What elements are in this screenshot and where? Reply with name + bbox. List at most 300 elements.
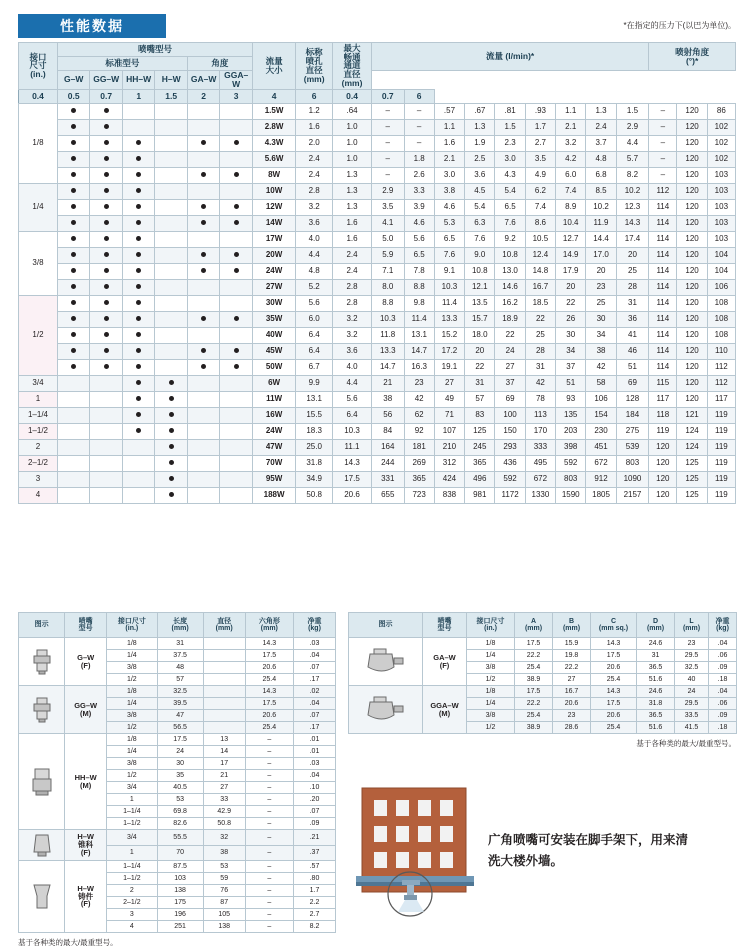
model-availability-dot xyxy=(57,359,89,375)
length-cell: 17.5 xyxy=(157,734,203,746)
flow-value-cell: 7.8 xyxy=(404,263,434,279)
performance-table-body xyxy=(19,103,736,503)
dim-d-cell: 31 xyxy=(637,650,675,662)
hex-cell: – xyxy=(245,782,293,794)
flow-size-cell: 45W xyxy=(252,343,295,359)
spray-angle-cell: 120 xyxy=(677,343,707,359)
flow-value-cell: 7.1 xyxy=(372,263,404,279)
dot-icon xyxy=(104,268,109,273)
flow-value-cell: – xyxy=(372,167,404,183)
hex-cell: – xyxy=(245,830,293,846)
dim-a-cell: 25.4 xyxy=(515,662,553,674)
orifice-cell: 3.6 xyxy=(296,215,333,231)
dot-icon xyxy=(234,172,239,177)
port-size-cell: 3/8 xyxy=(467,662,515,674)
flow-value-cell: 69 xyxy=(495,391,525,407)
weight-cell: .04 xyxy=(293,698,335,710)
dot-icon xyxy=(201,204,206,209)
flow-value-cell: – xyxy=(372,151,404,167)
spray-angle-cell: 86 xyxy=(707,103,735,119)
left-dimension-body xyxy=(19,638,336,933)
spray-angle-cell: 119 xyxy=(707,439,735,455)
port-size-cell: 4 xyxy=(19,487,58,503)
col-model-hw: H–W xyxy=(155,71,187,90)
col-nominal-orifice: 标称 喷孔 直径 (mm) xyxy=(296,43,333,90)
weight-cell: .02 xyxy=(293,686,335,698)
flow-value-cell: 5.4 xyxy=(465,199,495,215)
port-size-cell: 3/4 xyxy=(107,830,157,846)
dot-icon xyxy=(169,492,174,497)
weight-cell: .18 xyxy=(709,722,737,734)
diameter-cell: 14 xyxy=(203,746,245,758)
dot-icon xyxy=(136,412,141,417)
flow-size-cell: 35W xyxy=(252,311,295,327)
flow-value-cell: 1.7 xyxy=(525,119,555,135)
flow-value-cell: 5.4 xyxy=(495,183,525,199)
flow-value-cell: 5.3 xyxy=(434,215,464,231)
weight-cell: .57 xyxy=(293,861,335,873)
model-availability-dot xyxy=(122,439,154,455)
flow-value-cell: 135 xyxy=(556,407,586,423)
flow-value-cell: 30 xyxy=(586,311,616,327)
col-pressure-1-5: 1.5 xyxy=(155,89,187,103)
col-angle-model: 角度 xyxy=(187,57,252,71)
right-dimension-body xyxy=(349,638,737,734)
lt-col-length: 长度 (mm) xyxy=(157,613,203,638)
orifice-cell: 6.4 xyxy=(296,327,333,343)
diameter-cell: 105 xyxy=(203,909,245,921)
weight-cell: .09 xyxy=(293,818,335,830)
flow-value-cell: 154 xyxy=(586,407,616,423)
dot-icon xyxy=(104,236,109,241)
flow-value-cell: 34 xyxy=(556,343,586,359)
table-row xyxy=(19,263,736,279)
flow-value-cell: 424 xyxy=(434,471,464,487)
port-size-cell: 1/2 xyxy=(19,295,58,375)
dim-a-cell: 17.5 xyxy=(515,638,553,650)
model-availability-dot xyxy=(155,359,187,375)
flow-value-cell: 22 xyxy=(465,359,495,375)
port-size-cell: 3/8 xyxy=(107,710,157,722)
flow-value-cell: 14.9 xyxy=(556,247,586,263)
diameter-cell xyxy=(203,650,245,662)
dim-c-cell: 25.4 xyxy=(591,722,637,734)
dim-c-cell: 25.4 xyxy=(591,674,637,686)
diameter-cell: 87 xyxy=(203,897,245,909)
flow-size-cell: 10W xyxy=(252,183,295,199)
col-pressure-3: 3 xyxy=(220,89,253,103)
dot-icon xyxy=(234,252,239,257)
length-cell: 48 xyxy=(157,662,203,674)
port-size-cell: 1/8 xyxy=(467,686,515,698)
dot-icon xyxy=(136,300,141,305)
weight-cell: .07 xyxy=(293,662,335,674)
diameter-cell: 38 xyxy=(203,845,245,861)
model-availability-dot xyxy=(57,311,89,327)
model-availability-dot xyxy=(90,487,122,503)
flow-value-cell: 1805 xyxy=(586,487,616,503)
port-size-cell: 3/8 xyxy=(467,710,515,722)
spray-angle-cell: 114 xyxy=(649,215,677,231)
flow-value-cell: 4.6 xyxy=(404,215,434,231)
dot-icon xyxy=(169,428,174,433)
flow-size-cell: 14W xyxy=(252,215,295,231)
dot-icon xyxy=(71,124,76,129)
model-availability-dot xyxy=(220,455,253,471)
table-row xyxy=(19,215,736,231)
nozzle-model-cell: GA–W (F) xyxy=(423,638,467,686)
model-availability-dot xyxy=(155,183,187,199)
flow-value-cell: 672 xyxy=(525,471,555,487)
model-availability-dot xyxy=(187,247,219,263)
flow-value-cell: 3.2 xyxy=(556,135,586,151)
hex-cell: 14.3 xyxy=(245,686,293,698)
rt-col-b: B (mm) xyxy=(553,613,591,638)
flow-value-cell: 10.8 xyxy=(465,263,495,279)
flow-value-cell: 451 xyxy=(586,439,616,455)
dot-icon xyxy=(136,236,141,241)
passage-cell: 4.4 xyxy=(333,375,372,391)
diameter-cell: 21 xyxy=(203,770,245,782)
flow-size-cell: 8W xyxy=(252,167,295,183)
lt-col-diameter: 直径 (mm) xyxy=(203,613,245,638)
model-availability-dot xyxy=(187,327,219,343)
spray-angle-cell: 110 xyxy=(707,343,735,359)
model-availability-dot xyxy=(57,423,89,439)
model-availability-dot xyxy=(57,119,89,135)
flow-value-cell: 1.1 xyxy=(434,119,464,135)
weight-cell: 2.2 xyxy=(293,897,335,909)
flow-value-cell: .67 xyxy=(465,103,495,119)
hex-cell: – xyxy=(245,806,293,818)
hex-cell: – xyxy=(245,818,293,830)
dot-icon xyxy=(201,348,206,353)
flow-value-cell: 31 xyxy=(616,295,649,311)
dim-d-cell: 24.6 xyxy=(637,638,675,650)
model-availability-dot xyxy=(220,471,253,487)
dot-icon xyxy=(104,364,109,369)
flow-value-cell: .81 xyxy=(495,103,525,119)
rt-col-d: D (mm) xyxy=(637,613,675,638)
dot-icon xyxy=(71,204,76,209)
spray-angle-cell: 102 xyxy=(707,119,735,135)
spray-angle-cell: – xyxy=(649,151,677,167)
port-size-cell: 2–1/2 xyxy=(19,455,58,471)
spray-angle-cell: 119 xyxy=(707,471,735,487)
orifice-cell: 1.2 xyxy=(296,103,333,119)
flow-value-cell: 6.0 xyxy=(556,167,586,183)
flow-value-cell: – xyxy=(404,135,434,151)
flow-value-cell: 3.5 xyxy=(372,199,404,215)
nozzle-gg-icon xyxy=(19,686,65,734)
dot-icon xyxy=(104,284,109,289)
port-size-cell: 2 xyxy=(107,885,157,897)
model-availability-dot xyxy=(187,295,219,311)
flow-size-cell: 4.3W xyxy=(252,135,295,151)
model-availability-dot xyxy=(220,423,253,439)
port-size-cell: 1/4 xyxy=(467,650,515,662)
model-availability-dot xyxy=(155,487,187,503)
flow-value-cell: 3.0 xyxy=(495,151,525,167)
spray-angle-cell: 114 xyxy=(649,359,677,375)
flow-value-cell: 3.3 xyxy=(404,183,434,199)
flow-value-cell: 164 xyxy=(372,439,404,455)
lt-col-weight: 净重 (kg) xyxy=(293,613,335,638)
hex-cell: – xyxy=(245,861,293,873)
model-availability-dot xyxy=(220,359,253,375)
flow-value-cell: 7.4 xyxy=(556,183,586,199)
dot-icon xyxy=(71,172,76,177)
flow-value-cell: 20 xyxy=(556,279,586,295)
weight-cell: .01 xyxy=(293,734,335,746)
orifice-cell: 25.0 xyxy=(296,439,333,455)
spray-angle-cell: 120 xyxy=(677,231,707,247)
dot-icon xyxy=(234,220,239,225)
port-size-cell: 1/8 xyxy=(107,734,157,746)
hex-cell: 25.4 xyxy=(245,674,293,686)
dim-l-cell: 40 xyxy=(675,674,709,686)
col-angle-pressure-0-4: 0.4 xyxy=(333,89,372,103)
flow-value-cell: .93 xyxy=(525,103,555,119)
dot-icon xyxy=(169,380,174,385)
rt-col-icon: 图示 xyxy=(349,613,423,638)
flow-size-cell: 1.5W xyxy=(252,103,295,119)
flow-value-cell: 7.6 xyxy=(495,215,525,231)
spray-angle-cell: 108 xyxy=(707,295,735,311)
spray-angle-cell: 102 xyxy=(707,151,735,167)
length-cell: 53 xyxy=(157,794,203,806)
table-row xyxy=(19,391,736,407)
dot-icon xyxy=(71,156,76,161)
orifice-cell: 4.8 xyxy=(296,263,333,279)
weight-cell: .17 xyxy=(293,674,335,686)
flow-value-cell: 6.5 xyxy=(404,247,434,263)
dot-icon xyxy=(104,124,109,129)
flow-value-cell: 18.0 xyxy=(465,327,495,343)
passage-cell: 17.5 xyxy=(333,471,372,487)
flow-value-cell: 210 xyxy=(434,439,464,455)
spray-angle-cell: 114 xyxy=(649,295,677,311)
flow-value-cell: 6.8 xyxy=(586,167,616,183)
flow-value-cell: 592 xyxy=(495,471,525,487)
model-availability-dot xyxy=(57,199,89,215)
spray-angle-cell: 120 xyxy=(677,263,707,279)
model-availability-dot xyxy=(220,487,253,503)
orifice-cell: 4.0 xyxy=(296,231,333,247)
weight-cell: .04 xyxy=(293,650,335,662)
passage-cell: 1.3 xyxy=(333,183,372,199)
orifice-cell: 1.6 xyxy=(296,119,333,135)
dot-icon xyxy=(234,140,239,145)
flow-value-cell: 6.5 xyxy=(434,231,464,247)
model-availability-dot xyxy=(220,119,253,135)
flow-size-cell: 17W xyxy=(252,231,295,247)
flow-value-cell: 34 xyxy=(586,327,616,343)
model-availability-dot xyxy=(122,311,154,327)
dot-icon xyxy=(136,428,141,433)
model-availability-dot xyxy=(122,423,154,439)
col-model-ggaw: GGA–W xyxy=(220,71,253,90)
model-availability-dot xyxy=(187,311,219,327)
spray-angle-cell: 112 xyxy=(707,375,735,391)
port-size-cell: 1–1/2 xyxy=(107,818,157,830)
diameter-cell: 17 xyxy=(203,758,245,770)
model-availability-dot xyxy=(90,407,122,423)
diameter-cell: 42.9 xyxy=(203,806,245,818)
col-angle-pressure-0-7: 0.7 xyxy=(372,89,404,103)
nozzle-hh-icon xyxy=(19,734,65,830)
flow-value-cell: 981 xyxy=(465,487,495,503)
flow-value-cell: 51 xyxy=(616,359,649,375)
dot-icon xyxy=(169,396,174,401)
flow-value-cell: 1.8 xyxy=(404,151,434,167)
model-availability-dot xyxy=(155,391,187,407)
table-row xyxy=(19,439,736,455)
diameter-cell: 32 xyxy=(203,830,245,846)
spray-angle-cell: 120 xyxy=(649,487,677,503)
orifice-cell: 6.0 xyxy=(296,311,333,327)
length-cell: 30 xyxy=(157,758,203,770)
model-availability-dot xyxy=(57,295,89,311)
application-caption: 广角喷嘴可安装在脚手架下，用来清 洗大楼外墙。 xyxy=(488,833,689,869)
model-availability-dot xyxy=(187,391,219,407)
spray-angle-cell: 124 xyxy=(677,423,707,439)
model-availability-dot xyxy=(187,199,219,215)
dot-icon xyxy=(136,172,141,177)
flow-value-cell: 4.3 xyxy=(495,167,525,183)
model-availability-dot xyxy=(155,119,187,135)
flow-value-cell: 13.5 xyxy=(465,295,495,311)
spray-angle-cell: 120 xyxy=(677,135,707,151)
model-availability-dot xyxy=(220,183,253,199)
passage-cell: 2.4 xyxy=(333,247,372,263)
spray-angle-cell: 120 xyxy=(649,471,677,487)
page-title: 性能数据 xyxy=(60,18,124,34)
model-availability-dot xyxy=(57,375,89,391)
flow-value-cell: 4.5 xyxy=(465,183,495,199)
flow-value-cell: 170 xyxy=(525,423,555,439)
model-availability-dot xyxy=(155,407,187,423)
dot-icon xyxy=(104,156,109,161)
port-size-cell: 1/2 xyxy=(467,722,515,734)
model-availability-dot xyxy=(220,391,253,407)
spray-angle-cell: 120 xyxy=(677,199,707,215)
weight-cell: .37 xyxy=(293,845,335,861)
flow-value-cell: 1.3 xyxy=(586,103,616,119)
model-availability-dot xyxy=(90,263,122,279)
port-size-cell: 1–1/2 xyxy=(19,423,58,439)
right-footnote: 基于各种类的最大/最重型号。 xyxy=(636,739,736,748)
dot-icon xyxy=(71,316,76,321)
diameter-cell xyxy=(203,698,245,710)
flow-value-cell: 26 xyxy=(556,311,586,327)
model-availability-dot xyxy=(155,263,187,279)
port-size-cell: 4 xyxy=(107,921,157,933)
model-availability-dot xyxy=(187,231,219,247)
model-availability-dot xyxy=(90,327,122,343)
dot-icon xyxy=(136,268,141,273)
flow-value-cell: 36 xyxy=(616,311,649,327)
nozzle-model-cell: G–W (F) xyxy=(65,638,107,686)
model-availability-dot xyxy=(155,135,187,151)
col-flow-size: 流量 大小 xyxy=(252,43,295,90)
flow-value-cell: 14.7 xyxy=(404,343,434,359)
dot-icon xyxy=(71,236,76,241)
spray-angle-cell: 103 xyxy=(707,231,735,247)
port-size-cell: 1/2 xyxy=(107,770,157,782)
flow-value-cell: 38 xyxy=(586,343,616,359)
port-size-cell: 1/4 xyxy=(107,650,157,662)
port-size-cell: 1/4 xyxy=(19,183,58,231)
flow-value-cell: 5.7 xyxy=(616,151,649,167)
flow-value-cell: 2.7 xyxy=(525,135,555,151)
nozzle-gga-icon xyxy=(349,686,423,734)
weight-cell: .07 xyxy=(293,806,335,818)
flow-value-cell: 1.6 xyxy=(434,135,464,151)
flow-value-cell: 181 xyxy=(404,439,434,455)
flow-value-cell: 28 xyxy=(616,279,649,295)
dot-icon xyxy=(71,252,76,257)
model-availability-dot xyxy=(122,119,154,135)
flow-value-cell: 42 xyxy=(525,375,555,391)
flow-value-cell: 2.1 xyxy=(556,119,586,135)
spray-angle-cell: 114 xyxy=(649,343,677,359)
dot-icon xyxy=(71,284,76,289)
flow-size-cell: 188W xyxy=(252,487,295,503)
weight-cell: .06 xyxy=(709,650,737,662)
flow-value-cell: 20 xyxy=(616,247,649,263)
dim-a-cell: 25.4 xyxy=(515,710,553,722)
model-availability-dot xyxy=(187,439,219,455)
model-availability-dot xyxy=(90,359,122,375)
model-availability-dot xyxy=(187,471,219,487)
spray-angle-cell: 106 xyxy=(707,279,735,295)
table-row xyxy=(19,231,736,247)
port-size-cell: 1 xyxy=(107,845,157,861)
model-availability-dot xyxy=(57,231,89,247)
model-availability-dot xyxy=(122,151,154,167)
model-availability-dot xyxy=(90,167,122,183)
dim-a-cell: 17.5 xyxy=(515,686,553,698)
model-availability-dot xyxy=(122,183,154,199)
dim-b-cell: 19.8 xyxy=(553,650,591,662)
spray-angle-cell: 114 xyxy=(649,311,677,327)
model-availability-dot xyxy=(220,167,253,183)
flow-value-cell: 22 xyxy=(525,311,555,327)
flow-size-cell: 40W xyxy=(252,327,295,343)
flow-value-cell: 8.8 xyxy=(372,295,404,311)
flow-value-cell: 592 xyxy=(556,455,586,471)
table-row xyxy=(19,638,336,650)
model-availability-dot xyxy=(122,279,154,295)
model-availability-dot xyxy=(90,295,122,311)
flow-value-cell: 10.8 xyxy=(495,247,525,263)
passage-cell: .64 xyxy=(333,103,372,119)
flow-value-cell: 23 xyxy=(404,375,434,391)
spray-angle-cell: 121 xyxy=(677,407,707,423)
spray-angle-cell: 103 xyxy=(707,167,735,183)
flow-value-cell: 19.1 xyxy=(434,359,464,375)
flow-value-cell: 100 xyxy=(495,407,525,423)
spray-angle-cell: – xyxy=(649,167,677,183)
flow-value-cell: 27 xyxy=(434,375,464,391)
model-availability-dot xyxy=(187,183,219,199)
spray-angle-cell: 120 xyxy=(677,183,707,199)
flow-value-cell: .57 xyxy=(434,103,464,119)
model-availability-dot xyxy=(220,375,253,391)
model-availability-dot xyxy=(220,263,253,279)
spray-angle-cell: 120 xyxy=(677,247,707,263)
